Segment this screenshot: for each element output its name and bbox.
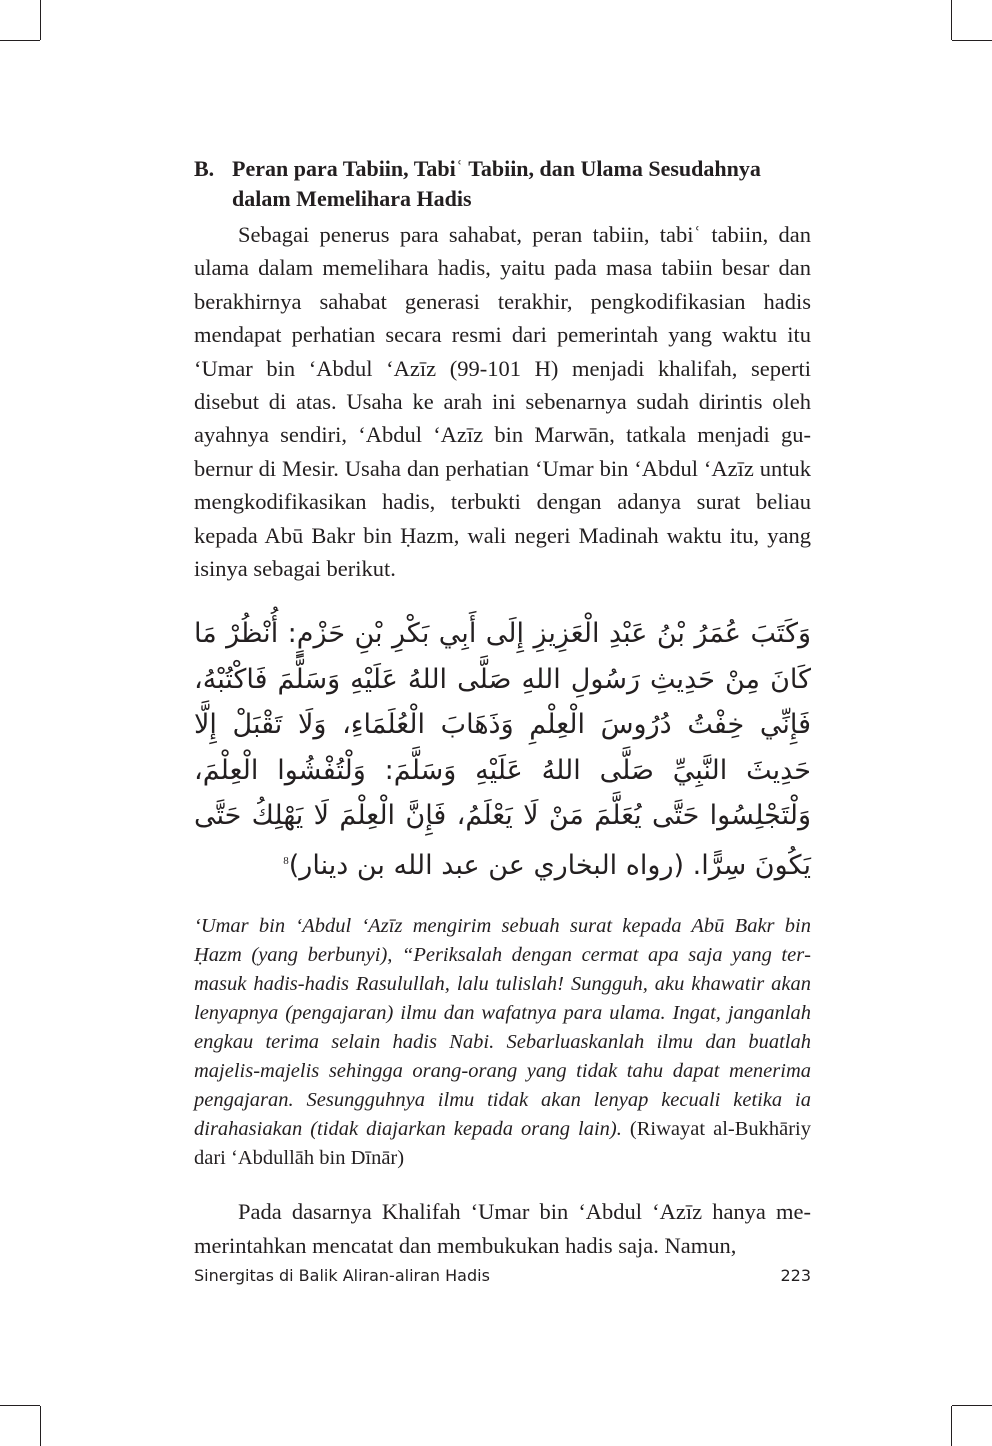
section-heading [194,154,811,214]
page-content [194,154,811,1262]
arabic-quote [194,611,811,888]
section-number: B. [194,156,215,181]
section-title: Peran para Tabiin, Tabiʿ Tabiin, dan Ulama Sesudahnya dalam Memelihara Hadis [232,156,761,211]
crop-mark-bottom-right-horizontal [952,1405,992,1406]
crop-mark-bottom-left-horizontal [0,1405,40,1406]
crop-mark-top-left-horizontal [0,40,40,41]
body-paragraph-2: Pada dasarnya Khalifah ʻUmar bin ʻAbdul ʻAzīz hanya memerintahkan mencatat dan membukukan hadis saja. Namun, [194,1199,811,1258]
quote-translation [194,912,811,1173]
arabic-quote-text: وَكَتَبَ عُمَرُ بْنُ عَبْدِ الْعَزِيزِ إِلَى أَبِي بَكْرِ بْنِ حَزْمٍ: أُنْظُرْ مَا كَانَ مِنْ حَدِيثِ رَسُولِ اللهِ صَلَّى اللهُ عَلَيْهِ وَسَلَّمَ فَاكْتُبْهُ، فَإِنِّي خِفْتُ دُرُوسَ الْعِلْمِ وَذَهَابَ الْعُلَمَاءِ، وَلَا تَقْبَلْ إِلَّا حَدِيثَ النَّبِيِّ صَلَّى اللهُ عَلَيْهِ وَسَلَّمَ: وَلْتُفْشُوا الْعِلْمَ، وَلْتَجْلِسُوا حَتَّى يُعَلَّمَ مَنْ لَا يَعْلَمُ، فَإِنَّ الْعِلْمَ لَا يَهْلِكُ حَتَّى يَكُونَ سِرًّا. [194,618,811,881]
crop-mark-bottom-left-vertical [40,1406,41,1446]
page-number: 223 [780,1266,811,1285]
crop-mark-top-left-vertical [40,0,41,40]
crop-mark-bottom-right-vertical [951,1406,952,1446]
crop-mark-top-right-horizontal [952,40,992,41]
translation-text: ʻUmar bin ʻAbdul ʻAzīz mengirim sebuah surat kepada Abū Bakr bin Ḥazm (yang berbunyi), “Periksalah dengan cermat apa saja yang termasuk hadis-hadis Rasulullah, lalu tulislah! Sungguh, aku khawatir akan lenyapnya (pengajaran) ilmu dan wafatnya para ulama. Ingat, janganlah engkau terima selain hadis Nabi. Sebarluaskanlah ilmu dan buatlah majelis-majelis sehingga orang-orang yang tidak tahu dapat menerima pengajaran. Sesungguhnya ilmu tidak akan lenyap kecuali ketika ia dirahasiakan (tidak diajarkan kepada orang lain). [194,915,811,1141]
arabic-quote-source: (رواه البخاري عن عبد الله بن دينار) [288,849,685,881]
translation-source: (Riwayat al-Bukhāriy dari ʻAbdullāh bin Dīnār) [194,1118,812,1170]
footnote-marker: 8 [283,854,289,867]
page-footer [194,1266,811,1285]
footer-book-title: Sinergitas di Balik Aliran-aliran Hadis [194,1266,490,1285]
crop-mark-top-right-vertical [951,0,952,40]
body-paragraph-1: Sebagai penerus para sahabat, peran tabiin, tabiʿ tabiin, dan ulama dalam memelihara hadis, yaitu pada masa tabiin besar dan berakhirnya sahabat generasi terakhir, pengkodifikasian hadis mendapat perhatian secara resmi dari pemerintah yang waktu itu ʻUmar bin ʻAbdul ʻAzīz (99-101 H) menjadi khalifah, seperti disebut di atas. Usaha ke arah ini sebenarnya sudah dirintis oleh ayahnya sendiri, ʻAbdul ʻAzīz bin Marwān, tatkala menjadi gubernur di Mesir. Usaha dan perhatian ʻUmar bin ʻAbdul ʻAzīz untuk mengkodifikasikan hadis, terbukti dengan adanya surat beliau kepada Abū Bakr bin Ḥazm, wali negeri Madinah waktu itu, yang isinya sebagai berikut. [194,222,811,582]
